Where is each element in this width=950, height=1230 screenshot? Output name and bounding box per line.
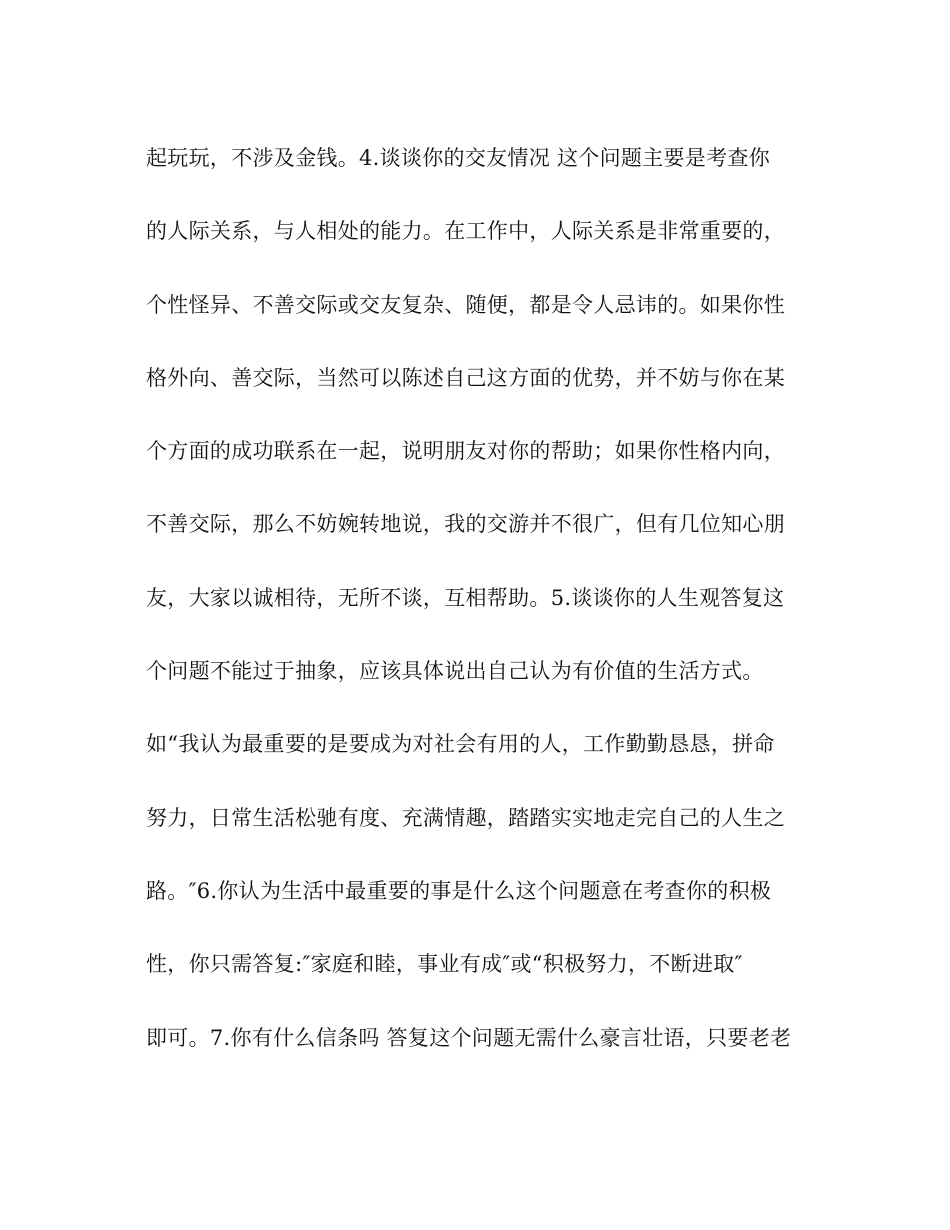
text-line: 格外向、善交际，当然可以陈述自己这方面的优势，并不妨与你在某 <box>146 365 785 390</box>
text-line: 即可。7.你有什么信条吗 答复这个问题无需什么豪言壮语，只要老老 <box>146 1025 792 1050</box>
text-line: 如“我认为最重要的是要成为对社会有用的人，工作勤勤恳恳，拼命 <box>146 732 775 757</box>
text-line: 个性怪异、不善交际或交友复杂、随便，都是令人忌讳的。如果你性 <box>146 292 785 317</box>
text-line: 路。″6.你认为生活中最重要的事是什么这个问题意在考查你的积极 <box>146 878 772 903</box>
text-line: 友，大家以诚相待，无所不谈，互相帮助。5.谈谈你的人生观答复这 <box>146 585 785 610</box>
text-line: 性，你只需答复:″家庭和睦，事业有成″或“积极努力，不断进取″ <box>146 952 743 977</box>
body-text <box>146 134 811 1087</box>
text-line: 努力，日常生活松驰有度、充满情趣，踏踏实实地走完自己的人生之 <box>146 805 785 830</box>
text-line: 个方面的成功联系在一起，说明朋友对你的帮助；如果你性格内向， <box>146 439 785 464</box>
text-line: 不善交际，那么不妨婉转地说，我的交游并不很广，但有几位知心朋 <box>146 512 785 537</box>
text-line: 的人际关系，与人相处的能力。在工作中，人际关系是非常重要的， <box>146 219 785 244</box>
text-line: 起玩玩，不涉及金钱。4.谈谈你的交友情况 这个问题主要是考查你 <box>146 146 771 170</box>
text-line: 个问题不能过于抽象，应该具体说出自己认为有价值的生活方式。 <box>146 659 764 684</box>
